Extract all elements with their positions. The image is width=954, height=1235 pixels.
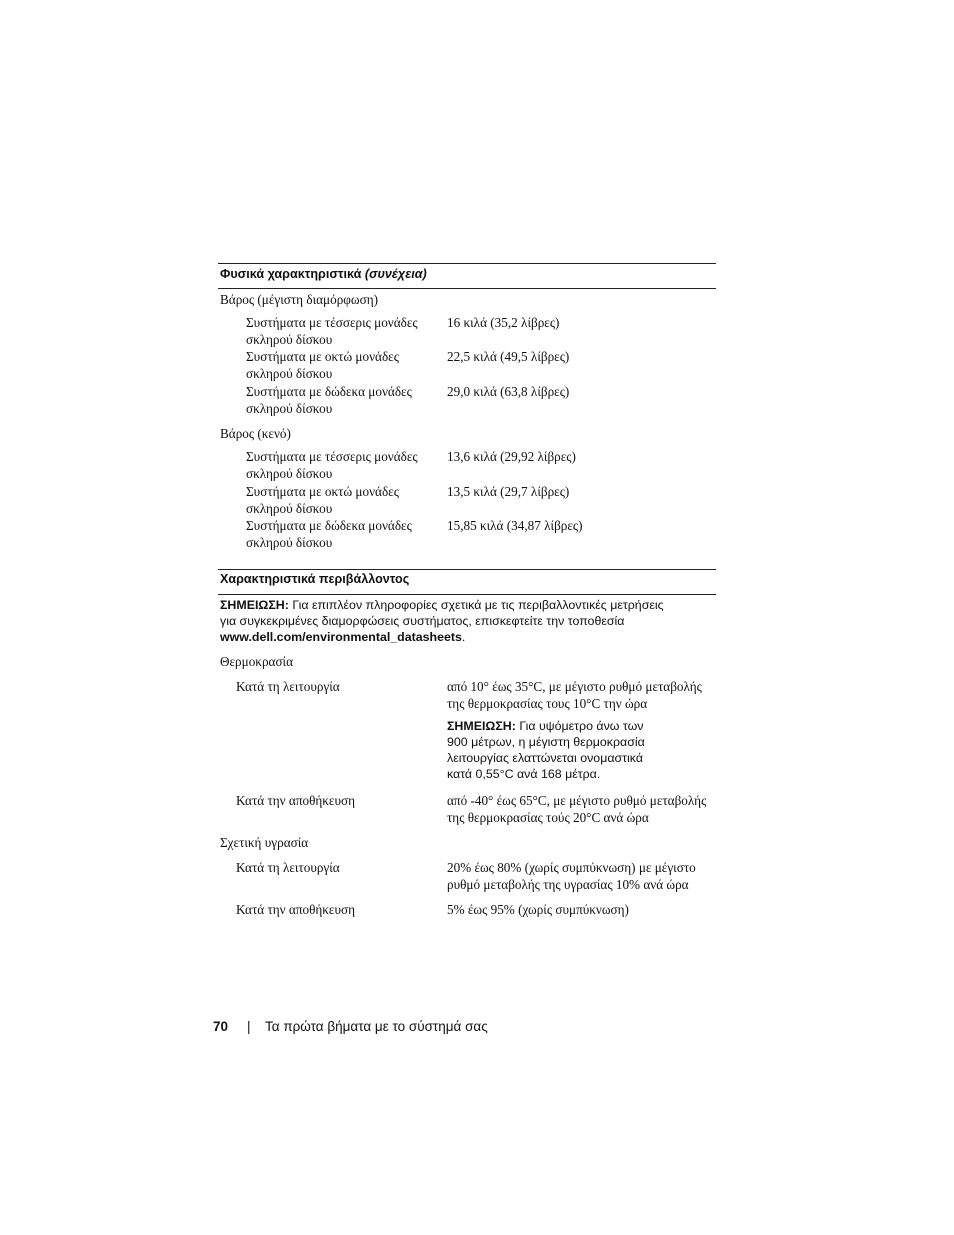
humidity-operating-value: 20% έως 80% (χωρίς συμπύκνωση) με μέγιστο ρυθμό μεταβολής της υγρασίας 10% ανά ώρα (447, 860, 696, 892)
row-label: Συστήματα με δώδεκα μονάδες σκληρού δίσκου (246, 518, 412, 550)
section-title-environmental: Χαρακτηριστικά περιβάλλοντος (220, 572, 410, 586)
page-number: 70 (213, 1019, 229, 1034)
humidity-storage-value: 5% έως 95% (χωρίς συμπύκνωση) (447, 902, 629, 917)
row-label: Συστήματα με οκτώ μονάδες σκληρού δίσκου (246, 349, 399, 381)
temperature-label: Θερμοκρασία (220, 654, 294, 669)
row-label: Συστήματα με τέσσερις μονάδες σκληρού δίσκου (246, 449, 418, 481)
altitude-note: ΣΗΜΕΙΩΣΗ: Για υψόμετρο άνω των 900 μέτρων, η μέγιστη θερμοκρασία λειτουργίας ελαττώνεται ονομαστικά κατά 0,55°C ανά 168 μέτρα. (447, 719, 645, 781)
row-value: 15,85 κιλά (34,87 λίβρες) (447, 518, 583, 533)
env-header-rule (218, 594, 716, 595)
humidity-operating-label: Κατά τη λειτουργία (236, 860, 340, 875)
weight-max-label: Βάρος (μέγιστη διαμόρφωση) (220, 292, 378, 307)
section-title-suffix: (συνέχεια) (364, 267, 427, 281)
humidity-label: Σχετική υγρασία (220, 835, 309, 850)
section-title-physical (220, 266, 427, 282)
temp-operating-value: από 10° έως 35°C, με μέγιστο ρυθμό μεταβολής της θερμοκρασίας τους 10°C την ώρα (447, 679, 702, 711)
row-label: Συστήματα με δώδεκα μονάδες σκληρού δίσκου (246, 384, 412, 416)
env-note: ΣΗΜΕΙΩΣΗ: Για επιπλέον πληροφορίες σχετικά με τις περιβαλλοντικές μετρήσεις για συγκεκριμένες διαμορφώσεις συστήματος, επισκεφτείτε την τοποθεσία www.dell.com/environmental_datasheets. (220, 598, 664, 644)
note-label: ΣΗΜΕΙΩΣΗ: (447, 719, 516, 733)
temp-operating-label: Κατά τη λειτουργία (236, 679, 340, 694)
row-value: 13,6 κιλά (29,92 λίβρες) (447, 449, 576, 464)
row-value: 16 κιλά (35,2 λίβρες) (447, 315, 560, 330)
datasheets-link[interactable]: www.dell.com/environmental_datasheets (220, 630, 462, 644)
weight-empty-label: Βάρος (κενό) (220, 426, 291, 441)
temp-storage-value: από -40° έως 65°C, με μέγιστο ρυθμό μεταβολής της θερμοκρασίας τούς 20°C ανά ώρα (447, 793, 707, 825)
row-label: Συστήματα με τέσσερις μονάδες σκληρού δίσκου (246, 315, 418, 347)
row-label: Συστήματα με οκτώ μονάδες σκληρού δίσκου (246, 484, 399, 516)
table-top-rule (218, 263, 716, 264)
footer-separator: | (247, 1019, 251, 1034)
section-title-text: Φυσικά χαρακτηριστικά (220, 267, 362, 281)
table-header-rule (218, 288, 716, 289)
note-label: ΣΗΜΕΙΩΣΗ: (220, 598, 289, 612)
footer-title: Τα πρώτα βήματα με το σύστημά σας (265, 1019, 488, 1034)
temp-storage-label: Κατά την αποθήκευση (236, 793, 355, 808)
env-top-rule (218, 569, 716, 570)
row-value: 22,5 κιλά (49,5 λίβρες) (447, 349, 570, 364)
row-value: 13,5 κιλά (29,7 λίβρες) (447, 484, 570, 499)
humidity-storage-label: Κατά την αποθήκευση (236, 902, 355, 917)
row-value: 29,0 κιλά (63,8 λίβρες) (447, 384, 570, 399)
